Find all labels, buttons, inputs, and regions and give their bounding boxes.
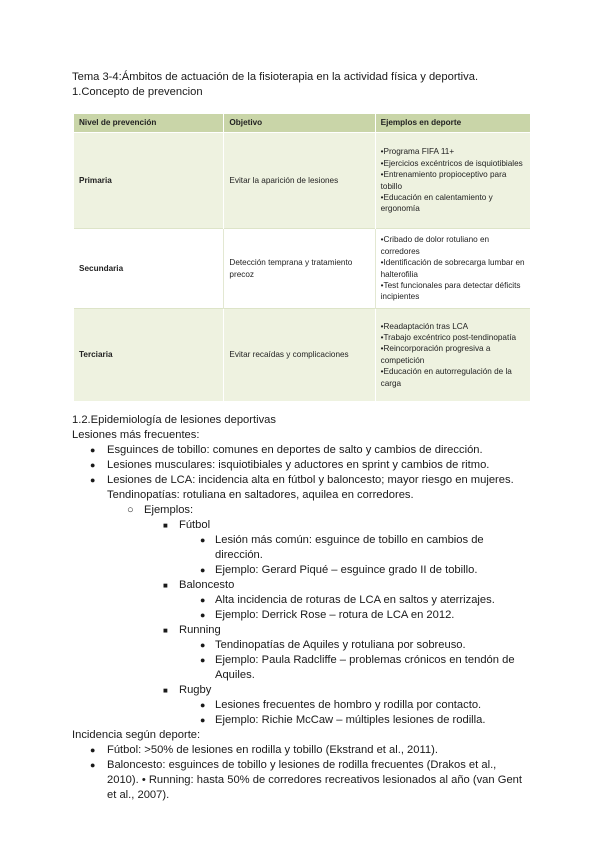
- sport-item: [72, 623, 532, 638]
- epidemiology-section: [72, 413, 532, 803]
- section-heading-epidemiology: 1.2.Epidemiología de lesiones deportivas: [72, 413, 276, 426]
- document-title: Tema 3-4:Ámbitos de actuación de la fisioterapia en la actividad física y deportiva.: [72, 71, 479, 83]
- table-header-objective: Objetivo: [224, 114, 375, 133]
- table-row: [74, 229, 530, 309]
- bullet-icon: ●: [200, 564, 206, 575]
- bullet-icon: ●: [90, 744, 96, 755]
- table-header-level: Nivel de prevención: [74, 114, 224, 133]
- table-cell-examples: [375, 309, 530, 401]
- sport-detail-list: [72, 533, 532, 578]
- sport-detail-text: Ejemplo: Gerard Piqué – esguince grado II de tobillo.: [215, 563, 478, 576]
- list-item: ● Lesiones de LCA: incidencia alta en fútbol y baloncesto; mayor riesgo en mujeres.: [90, 473, 514, 486]
- table-header-row: [74, 114, 530, 133]
- sport-detail-text: dirección.: [215, 548, 263, 561]
- section-heading-prevention: 1.Concepto de prevencion: [72, 86, 203, 98]
- example-item: • Programa FIFA 11+: [381, 146, 525, 157]
- frequent-injuries-label: Lesiones más frecuentes:: [72, 428, 200, 441]
- table-cell-examples: [375, 133, 530, 229]
- square-bullet-icon: ■: [163, 580, 168, 590]
- table-cell-level: Terciaria: [74, 309, 224, 401]
- list-item: [72, 638, 532, 653]
- square-bullet-icon: ■: [163, 625, 168, 635]
- bullet-icon: ●: [200, 699, 206, 710]
- sport-item: [72, 578, 532, 593]
- table-row: [74, 309, 530, 401]
- bullet-icon: ●: [200, 534, 206, 545]
- example-item: • Entrenamiento propioceptivo para tobillo: [381, 169, 525, 192]
- sport-detail-list: [72, 638, 532, 683]
- table-cell-level: Primaria: [74, 133, 224, 229]
- example-item: • Reincorporación progresiva a competición: [381, 343, 525, 366]
- square-bullet-icon: ■: [163, 520, 168, 530]
- example-item: • Cribado de dolor rotuliano en corredores: [381, 234, 525, 257]
- table-header-examples: Ejemplos en deporte: [375, 114, 530, 133]
- frequent-injuries-list: [72, 443, 532, 488]
- bullet-icon: ●: [200, 609, 206, 620]
- list-item: ● Lesiones musculares: isquiotibiales y aductores en sprint y cambios de ritmo.: [90, 458, 490, 471]
- table-cell-examples: [375, 229, 530, 309]
- table-cell-level: Secundaria: [74, 229, 224, 309]
- sports-examples: [72, 518, 532, 728]
- incidence-list: [72, 743, 532, 803]
- sport-item: [72, 518, 532, 533]
- list-item: ● Esguinces de tobillo: comunes en deportes de salto y cambios de dirección.: [90, 443, 483, 456]
- sport-detail-list: [72, 593, 532, 623]
- bullet-icon: ●: [200, 714, 206, 725]
- sport-item: [72, 683, 532, 698]
- list-item: [72, 608, 532, 623]
- list-item: [72, 698, 532, 713]
- table-cell-objective: Evitar la aparición de lesiones: [224, 133, 375, 229]
- sport-name: Fútbol: [179, 518, 211, 531]
- document-page: [72, 70, 532, 803]
- example-item: • Identificación de sobrecarga lumbar en halterofilia: [381, 257, 525, 280]
- sport-list: [72, 518, 532, 533]
- bullet-icon: ●: [90, 759, 96, 770]
- bullet-icon: ●: [200, 654, 206, 665]
- sport-name: Baloncesto: [179, 578, 235, 591]
- examples-list: [72, 503, 532, 518]
- table-cell-objective: Detección temprana y tratamiento precoz: [224, 229, 375, 309]
- list-item: [72, 653, 532, 683]
- table-row: [74, 133, 530, 229]
- tendinopathies-text: Tendinopatías: rotuliana en saltadores, aquilea en corredores.: [107, 488, 414, 501]
- list-item: ● Fútbol: >50% de lesiones en rodilla y tobillo (Ekstrand et al., 2011).: [90, 743, 438, 756]
- sport-name: Rugby: [179, 683, 212, 696]
- sport-detail-text: Tendinopatías de Aquiles y rotuliana por sobreuso.: [215, 638, 466, 651]
- prevention-table: [74, 114, 530, 401]
- sport-list: [72, 623, 532, 638]
- list-item: [72, 593, 532, 608]
- bullet-icon: ●: [90, 474, 96, 485]
- example-item: • Trabajo excéntrico post-tendinopatía: [381, 332, 525, 343]
- list-item: [72, 533, 532, 563]
- example-item: • Test funcionales para detectar déficits incipientes: [381, 280, 525, 303]
- sport-list: [72, 683, 532, 698]
- sport-name: Running: [179, 623, 221, 636]
- sport-detail-text: Ejemplo: Derrick Rose – rotura de LCA en 2012.: [215, 608, 455, 621]
- example-item: • Readaptación tras LCA: [381, 321, 525, 332]
- square-bullet-icon: ■: [163, 685, 168, 695]
- sport-detail-text: Ejemplo: Paula Radcliffe – problemas crónicos en tendón de: [215, 653, 515, 666]
- list-item: [72, 713, 532, 728]
- bullet-icon: ●: [90, 459, 96, 470]
- sport-list: [72, 578, 532, 593]
- incidence-label: Incidencia según deporte:: [72, 728, 201, 741]
- circle-bullet-icon: ○: [127, 503, 134, 516]
- sport-detail-text: Lesión más común: esguince de tobillo en cambios de: [215, 533, 484, 546]
- list-item: ● Baloncesto: esguinces de tobillo y lesiones de rodilla frecuentes (Drakos et al., 2010). • Running: hasta 50% de corredores recreativos lesionados al año (van Gent et al., 2007).: [90, 758, 522, 801]
- table-cell-objective: Evitar recaídas y complicaciones: [224, 309, 375, 401]
- sport-detail-text: Alta incidencia de roturas de LCA en saltos y aterrizajes.: [215, 593, 495, 606]
- example-item: • Educación en calentamiento y ergonomía: [381, 192, 525, 215]
- sport-detail-text: Ejemplo: Richie McCaw – múltiples lesiones de rodilla.: [215, 713, 486, 726]
- bullet-icon: ●: [200, 594, 206, 605]
- example-item: • Ejercicios excéntricos de isquiotibiales: [381, 158, 525, 169]
- bullet-icon: ●: [200, 639, 206, 650]
- sport-detail-list: [72, 698, 532, 728]
- list-item: [72, 563, 532, 578]
- bullet-icon: ●: [90, 444, 96, 455]
- list-item: ○ Ejemplos:: [127, 503, 194, 516]
- sport-detail-text: Aquiles.: [215, 668, 255, 681]
- sport-detail-text: Lesiones frecuentes de hombro y rodilla por contacto.: [215, 698, 482, 711]
- example-item: • Educación en autorregulación de la carga: [381, 366, 525, 389]
